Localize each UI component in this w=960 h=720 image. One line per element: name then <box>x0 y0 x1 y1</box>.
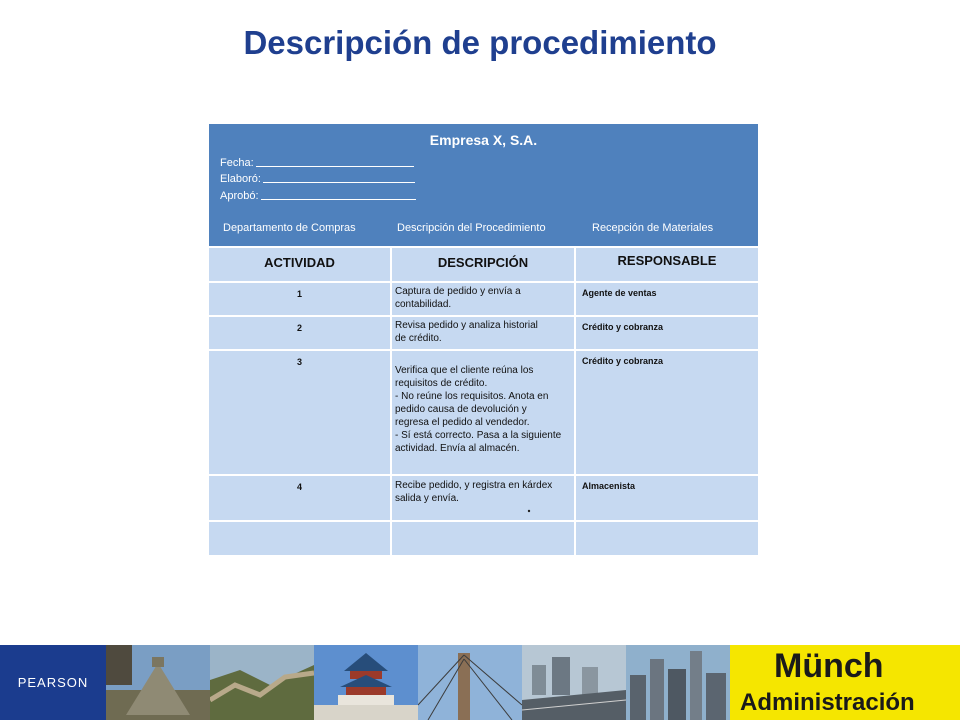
actividad-cell: 1 <box>296 289 302 299</box>
highway-image <box>522 645 626 720</box>
descripcion-cell: Verifica que el cliente reúna los requisitos de crédito. - No reúne los requisitos. Anota en pedido causa de devolución y regresa el pedido al vendedor. - Sí está correcto. Pasa a la siguiente actividad. Envía al almacén. <box>395 365 562 454</box>
descripcion-cell: Captura de pedido y envía a contabilidad. <box>395 286 521 310</box>
photo-temple-of-heaven <box>314 645 418 720</box>
actividad-cell: 4 <box>296 482 302 492</box>
brand-subtitle: Administración <box>740 689 915 716</box>
department-center: Descripción del Procedimiento <box>397 222 546 234</box>
photo-great-wall <box>210 645 314 720</box>
bridge-image <box>418 645 522 720</box>
company-name: Empresa X, S.A. <box>429 132 538 148</box>
photo-skyline <box>626 645 730 720</box>
field-label: Aprobó: <box>220 190 259 202</box>
field-blank-line <box>256 166 414 167</box>
dot-mark <box>527 509 531 513</box>
row-divider <box>209 349 758 351</box>
field-aprobo <box>220 190 416 202</box>
row-divider <box>209 474 758 476</box>
form-header <box>209 124 758 246</box>
descripcion-cell: Recibe pedido, y registra en kárdex salida y envía. <box>395 480 553 504</box>
column-header-responsable: RESPONSABLE <box>617 253 717 268</box>
row-divider <box>209 281 758 283</box>
actividad-cell: 3 <box>296 357 302 367</box>
footer-banner <box>0 645 960 720</box>
field-blank-line <box>261 199 416 200</box>
department-left: Departamento de Compras <box>223 222 356 234</box>
responsable-cell: Crédito y cobranza <box>582 356 664 366</box>
procedure-form <box>209 124 758 555</box>
column-header-actividad: ACTIVIDAD <box>264 255 335 270</box>
photo-brooklyn-bridge <box>418 645 522 720</box>
procedure-table <box>209 246 758 555</box>
munch-brand <box>730 645 960 720</box>
pyramid-image <box>106 645 210 720</box>
brand-title: Münch <box>774 647 884 685</box>
responsable-cell: Crédito y cobranza <box>582 322 664 332</box>
photo-highway-city <box>522 645 626 720</box>
field-fecha <box>220 157 414 169</box>
row-divider <box>209 246 758 248</box>
row-divider <box>209 520 758 522</box>
department-right: Recepción de Materiales <box>592 222 714 234</box>
photo-mayan-pyramid <box>106 645 210 720</box>
skyline-image <box>626 645 730 720</box>
great-wall-image <box>210 645 314 720</box>
column-divider <box>390 246 392 555</box>
row-divider <box>209 315 758 317</box>
actividad-cell: 2 <box>296 323 302 333</box>
responsable-cell: Almacenista <box>582 481 636 491</box>
publisher-name: PEARSON <box>17 675 89 690</box>
responsable-cell: Agente de ventas <box>582 288 657 298</box>
field-label: Elaboró: <box>220 173 261 185</box>
stray-dot <box>527 500 531 504</box>
pearson-logo <box>0 645 106 720</box>
descripcion-cell: Revisa pedido y analiza historial de crédito. <box>395 320 538 344</box>
column-header-descripcion: DESCRIPCIÓN <box>437 255 529 270</box>
field-blank-line <box>263 182 415 183</box>
column-divider <box>574 246 576 555</box>
temple-image <box>314 645 418 720</box>
field-label: Fecha: <box>220 157 254 169</box>
field-elaboro <box>220 173 415 185</box>
slide-title: Descripción de procedimiento <box>243 24 717 61</box>
